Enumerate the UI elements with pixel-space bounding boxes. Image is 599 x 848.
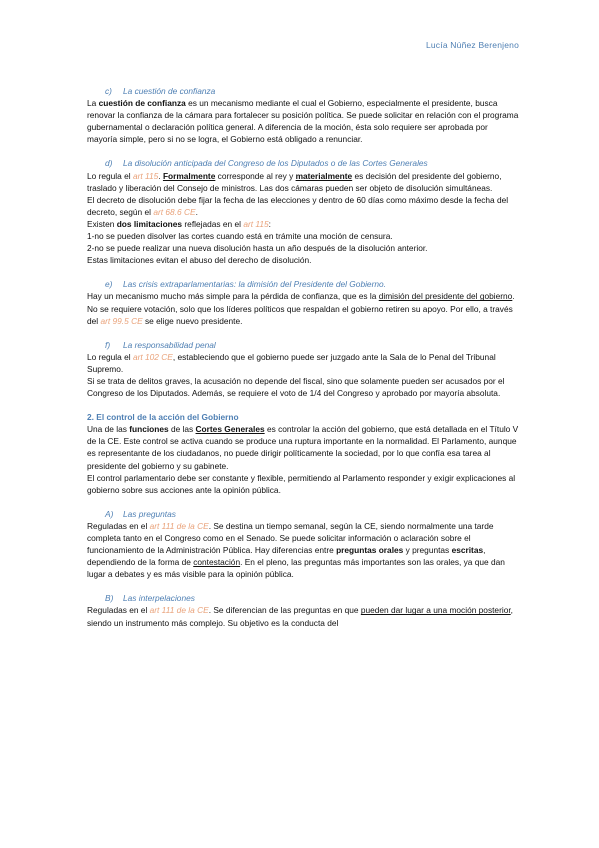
text-run: Reguladas en el	[87, 520, 150, 531]
text-run: de las	[168, 424, 196, 435]
paragraph	[87, 230, 519, 242]
text-run: . Se destina un tiempo semanal, según la CE, siendo normalmente una tarde completa tanto en el Congreso como en el Senado. Se puede solicitar información o aclaración sobre el funcionamiento de la Administración Pública. Hay diferencias entre	[87, 520, 494, 556]
section-A-heading	[105, 508, 519, 520]
article-reference: art 111 de la CE	[149, 605, 209, 616]
text-run: Reguladas en el	[87, 605, 150, 616]
section-e-letter: e)	[105, 279, 113, 290]
bold-term: Formalmente	[162, 170, 216, 181]
text-run: Una de las	[87, 424, 130, 435]
underlined-term: contestación	[193, 557, 241, 568]
article-reference: art 111 de la CE	[149, 520, 209, 531]
paragraph	[87, 375, 519, 399]
paragraph	[87, 423, 519, 471]
text-run: El decreto de disolución debe fijar la fecha de las elecciones y dentro de 60 días como máximo desde la fecha del decreto, según el	[87, 194, 509, 217]
document-author-header: Lucía Núñez Berenjeno	[425, 40, 519, 50]
paragraph	[87, 218, 519, 230]
text-run: El control parlamentario debe ser constante y flexible, permitiendo al Parlamento responder y exigir explicaciones al gobierno sobre sus acciones ante la opinión pública.	[87, 472, 516, 495]
section-e-heading	[105, 278, 519, 290]
bold-term: materialmente	[295, 170, 353, 181]
text-run: y preguntas	[403, 545, 452, 556]
section-c-title: La cuestión de confianza	[123, 86, 216, 96]
section-c-letter: c)	[105, 86, 112, 96]
text-run: corresponde al rey y	[215, 170, 296, 181]
paragraph	[87, 351, 519, 375]
text-run: 1-no se pueden disolver las cortes cuando está en trámite una moción de censura.	[87, 231, 393, 242]
text-run: 2-no se puede realizar una nueva disolución hasta un año después de la disolución anterior.	[87, 243, 428, 254]
document-body	[87, 85, 519, 629]
paragraph	[87, 97, 519, 145]
section-B-heading	[105, 592, 519, 604]
article-reference: art 68.6 CE	[153, 206, 196, 217]
text-run: :	[268, 218, 271, 229]
section-f-letter: f)	[105, 339, 111, 350]
text-run: Lo regula el	[87, 170, 133, 181]
text-run: , siendo un instrumento más complejo. Su objetivo es la conducta del	[87, 605, 513, 628]
text-run: .	[195, 206, 198, 217]
paragraph	[87, 170, 519, 194]
text-run: Estas limitaciones evitan el abuso del derecho de disolución.	[87, 255, 312, 266]
paragraph	[87, 290, 519, 326]
section-2-heading: 2. El control de la acción del Gobierno	[87, 412, 239, 423]
text-run: Existen	[87, 218, 117, 229]
text-run: . No se requiere votación, solo que los líderes políticos que respaldan el gobierno retiren su apoyo. Por ello, a través del	[87, 291, 515, 326]
section-f-heading	[105, 339, 519, 351]
text-run: , estableciendo que el gobierno puede ser juzgado ante la Sala de lo Penal del Tribunal Supremo.	[87, 351, 496, 374]
text-run: reflejadas en el	[182, 218, 244, 229]
section-f-title: La responsabilidad penal	[123, 339, 216, 350]
article-reference: art 99.5 CE	[100, 315, 143, 326]
underlined-term: dimisión del presidente del gobierno	[378, 291, 513, 302]
text-run: es decisión del presidente del gobierno, traslado y liberación del Consejo de ministros. Las dos cámaras pueden ser objeto de disolución simultáneas.	[87, 170, 502, 193]
section-B-letter: B)	[105, 593, 114, 604]
article-reference: art 115	[132, 170, 159, 181]
section-d-title: La disolución anticipada del Congreso de los Diputados o de las Cortes Generales	[123, 158, 428, 169]
text-run: . En el pleno, las preguntas más importantes son las orales, ya que dan lugar a debates y es más visible para la opinión pública.	[87, 557, 505, 580]
paragraph	[87, 472, 519, 496]
section-d-heading	[105, 157, 519, 169]
bold-term: funciones	[129, 424, 169, 435]
article-reference: art 102 CE	[132, 351, 173, 362]
text-run: Si se trata de delitos graves, la acusación no depende del fiscal, sino que solamente pueden ser acusados por el Congreso de los Diputados. Además, se requiere el voto de 1/4 del Congreso y aprobado por mayoría absoluta.	[87, 375, 505, 399]
paragraph	[87, 604, 519, 628]
paragraph	[87, 520, 519, 580]
text-run: se elige nuevo presidente.	[142, 315, 243, 326]
bold-term: Cortes Generales	[195, 424, 265, 435]
section-c-heading	[105, 85, 519, 97]
text-run: Lo regula el	[87, 351, 133, 362]
text-run: . Se diferencian de las preguntas en que	[208, 605, 361, 616]
text-run: es controlar la acción del gobierno, que está detallada en el Título V de la CE. Este control se activa cuando se produce una ruptura importante en la normalidad. El Parlamento, aunque es representante de los ciudadanos, no puede dirigir políticamente la sociedad, por lo que confía esa tarea al presidente del gobierno y su gabinete.	[87, 424, 519, 471]
paragraph	[87, 194, 519, 218]
text-run: .	[158, 170, 163, 181]
text-run: , dependiendo de la forma de	[87, 545, 486, 568]
bold-term: cuestión de confianza	[98, 98, 186, 109]
section-A-title: Las preguntas	[123, 508, 176, 519]
underlined-term: pueden dar lugar a una moción posterior	[360, 605, 511, 616]
text-run: La	[87, 98, 99, 109]
text-run: es un mecanismo mediante el cual el Gobierno, especialmente el presidente, busca renovar la confianza de la cámara para fortalecer su posición política. Se puede solicitar en relación con el programa gubernamental o declaración política general. A diferencia de la moción, ésta solo requiere ser aprobada por mayoría simple, pero si no se logra, el Gobierno está obligado a renunciar.	[87, 98, 519, 145]
bold-term: dos limitaciones	[116, 218, 183, 229]
section-e-title: Las crisis extraparlamentarias: la dimisión del Presidente del Gobierno.	[123, 279, 386, 290]
paragraph	[87, 254, 519, 266]
text-run: Hay un mecanismo mucho más simple para la pérdida de confianza, que es la	[87, 291, 379, 302]
bold-term: escritas	[451, 545, 484, 556]
section-d-letter: d)	[105, 158, 113, 169]
article-reference: art 115	[243, 218, 269, 229]
section-A-letter: A)	[105, 508, 114, 519]
paragraph	[87, 242, 519, 254]
bold-term: preguntas orales	[336, 545, 404, 556]
section-B-title: Las interpelaciones	[123, 593, 195, 604]
